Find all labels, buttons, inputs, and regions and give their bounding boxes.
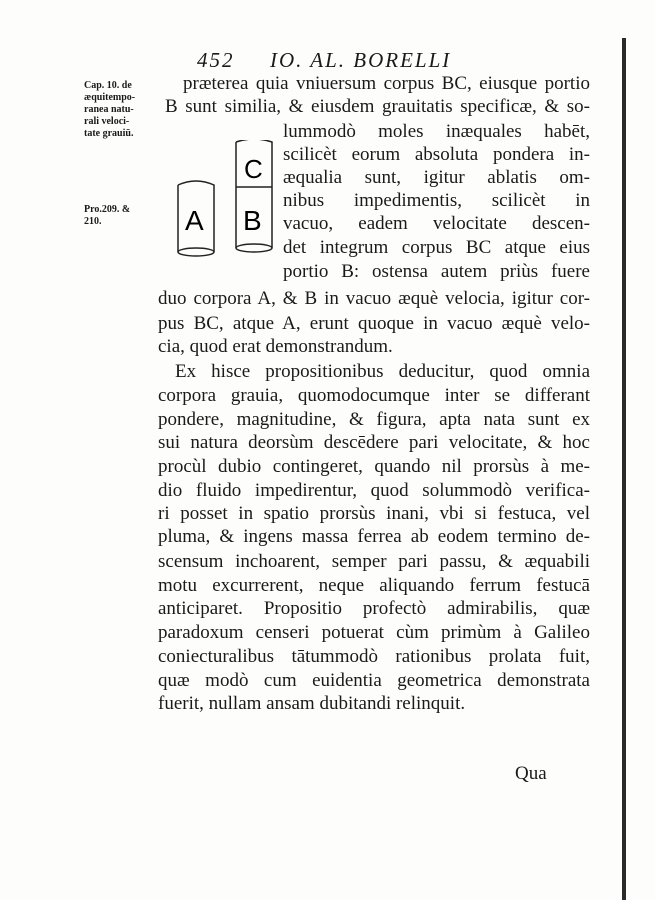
text-line: duo corpora A, & B in vacuo æquè velocia, igitur cor- bbox=[158, 288, 590, 309]
catchword: Qua bbox=[515, 763, 547, 784]
text-line: ri posset in spatio prorsùs inani, vbi si festuca, vel bbox=[158, 503, 590, 524]
note-line: rali veloci- bbox=[84, 116, 130, 127]
note-line: tate grauiū. bbox=[84, 128, 134, 139]
text-line: det integrum corpus BC atque eius bbox=[283, 237, 590, 258]
note-line: Cap. 10. de bbox=[84, 80, 132, 91]
cylinders-figure bbox=[168, 140, 278, 260]
text-line: portio B: ostensa autem priùs fuere bbox=[283, 261, 590, 282]
text-line: pus BC, atque A, erunt quoque in vacuo æquè velo- bbox=[158, 313, 590, 334]
running-title: IO. AL. BORELLI bbox=[270, 48, 452, 72]
text-line: corpora grauia, quomodocumque inter se differant bbox=[158, 385, 590, 406]
text-line: quæ modò cum euidentia geometrica demonstrata bbox=[158, 670, 590, 691]
text-line: vacuo, eadem velocitate descen- bbox=[283, 213, 590, 234]
margin-note-1 bbox=[84, 80, 135, 140]
margin-note-2 bbox=[84, 204, 130, 228]
text-line: æqualia sunt, igitur ablatis om- bbox=[283, 167, 590, 188]
text-line: coniecturalibus tātummodò rationibus prolata fuit, bbox=[158, 646, 590, 667]
note-line: æquitempo- bbox=[84, 92, 136, 103]
text-line: nibus impedimentis, scilicèt in bbox=[283, 190, 590, 211]
text-line: pluma, & ingens massa ferrea ab eodem termino de- bbox=[158, 526, 590, 547]
text-line: procùl dubio contingeret, quando nil prorsùs à me- bbox=[158, 456, 590, 477]
text-line: lummodò moles inæquales habēt, bbox=[283, 121, 590, 142]
text-line: B sunt similia, & eiusdem grauitatis specificæ, & so- bbox=[165, 96, 590, 117]
text-line: præterea quia vniuersum corpus BC, eiusque portio bbox=[183, 73, 590, 94]
gutter-shadow bbox=[622, 38, 626, 900]
text-line: Ex hisce propositionibus deducitur, quod omnia bbox=[175, 361, 590, 382]
text-line: motu excurrerent, neque aliquando ferrum festucā bbox=[158, 575, 590, 596]
text-line: cia, quod erat demonstrandum. bbox=[158, 336, 393, 357]
text-line: scilicèt eorum absoluta pondera in- bbox=[283, 144, 590, 165]
label-b: B bbox=[243, 205, 262, 236]
text-line: sui natura deorsùm descēdere pari velocitate, & hoc bbox=[158, 432, 590, 453]
text-line: pondere, magnitudine, & figura, apta nata sunt ex bbox=[158, 409, 590, 430]
text-line: dio fluido impedirentur, quod solummodò verifica- bbox=[158, 480, 590, 501]
page-number: 452 bbox=[197, 48, 235, 72]
text-line: paradoxum censeri potuerat cùm primùm à Galileo bbox=[158, 622, 590, 643]
text-line: anticiparet. Propositio profectò admirabilis, quæ bbox=[158, 598, 590, 619]
text-line: fuerit, nullam ansam dubitandi relinquit. bbox=[158, 693, 466, 714]
text-line: scensum inchoarent, semper pari passu, & æquabili bbox=[158, 551, 590, 572]
note-line: ranea natu- bbox=[84, 104, 134, 115]
label-a: A bbox=[185, 205, 204, 236]
note-line: Pro.209. & bbox=[84, 204, 131, 215]
note-line: 210. bbox=[84, 216, 102, 227]
label-c: C bbox=[244, 154, 263, 184]
